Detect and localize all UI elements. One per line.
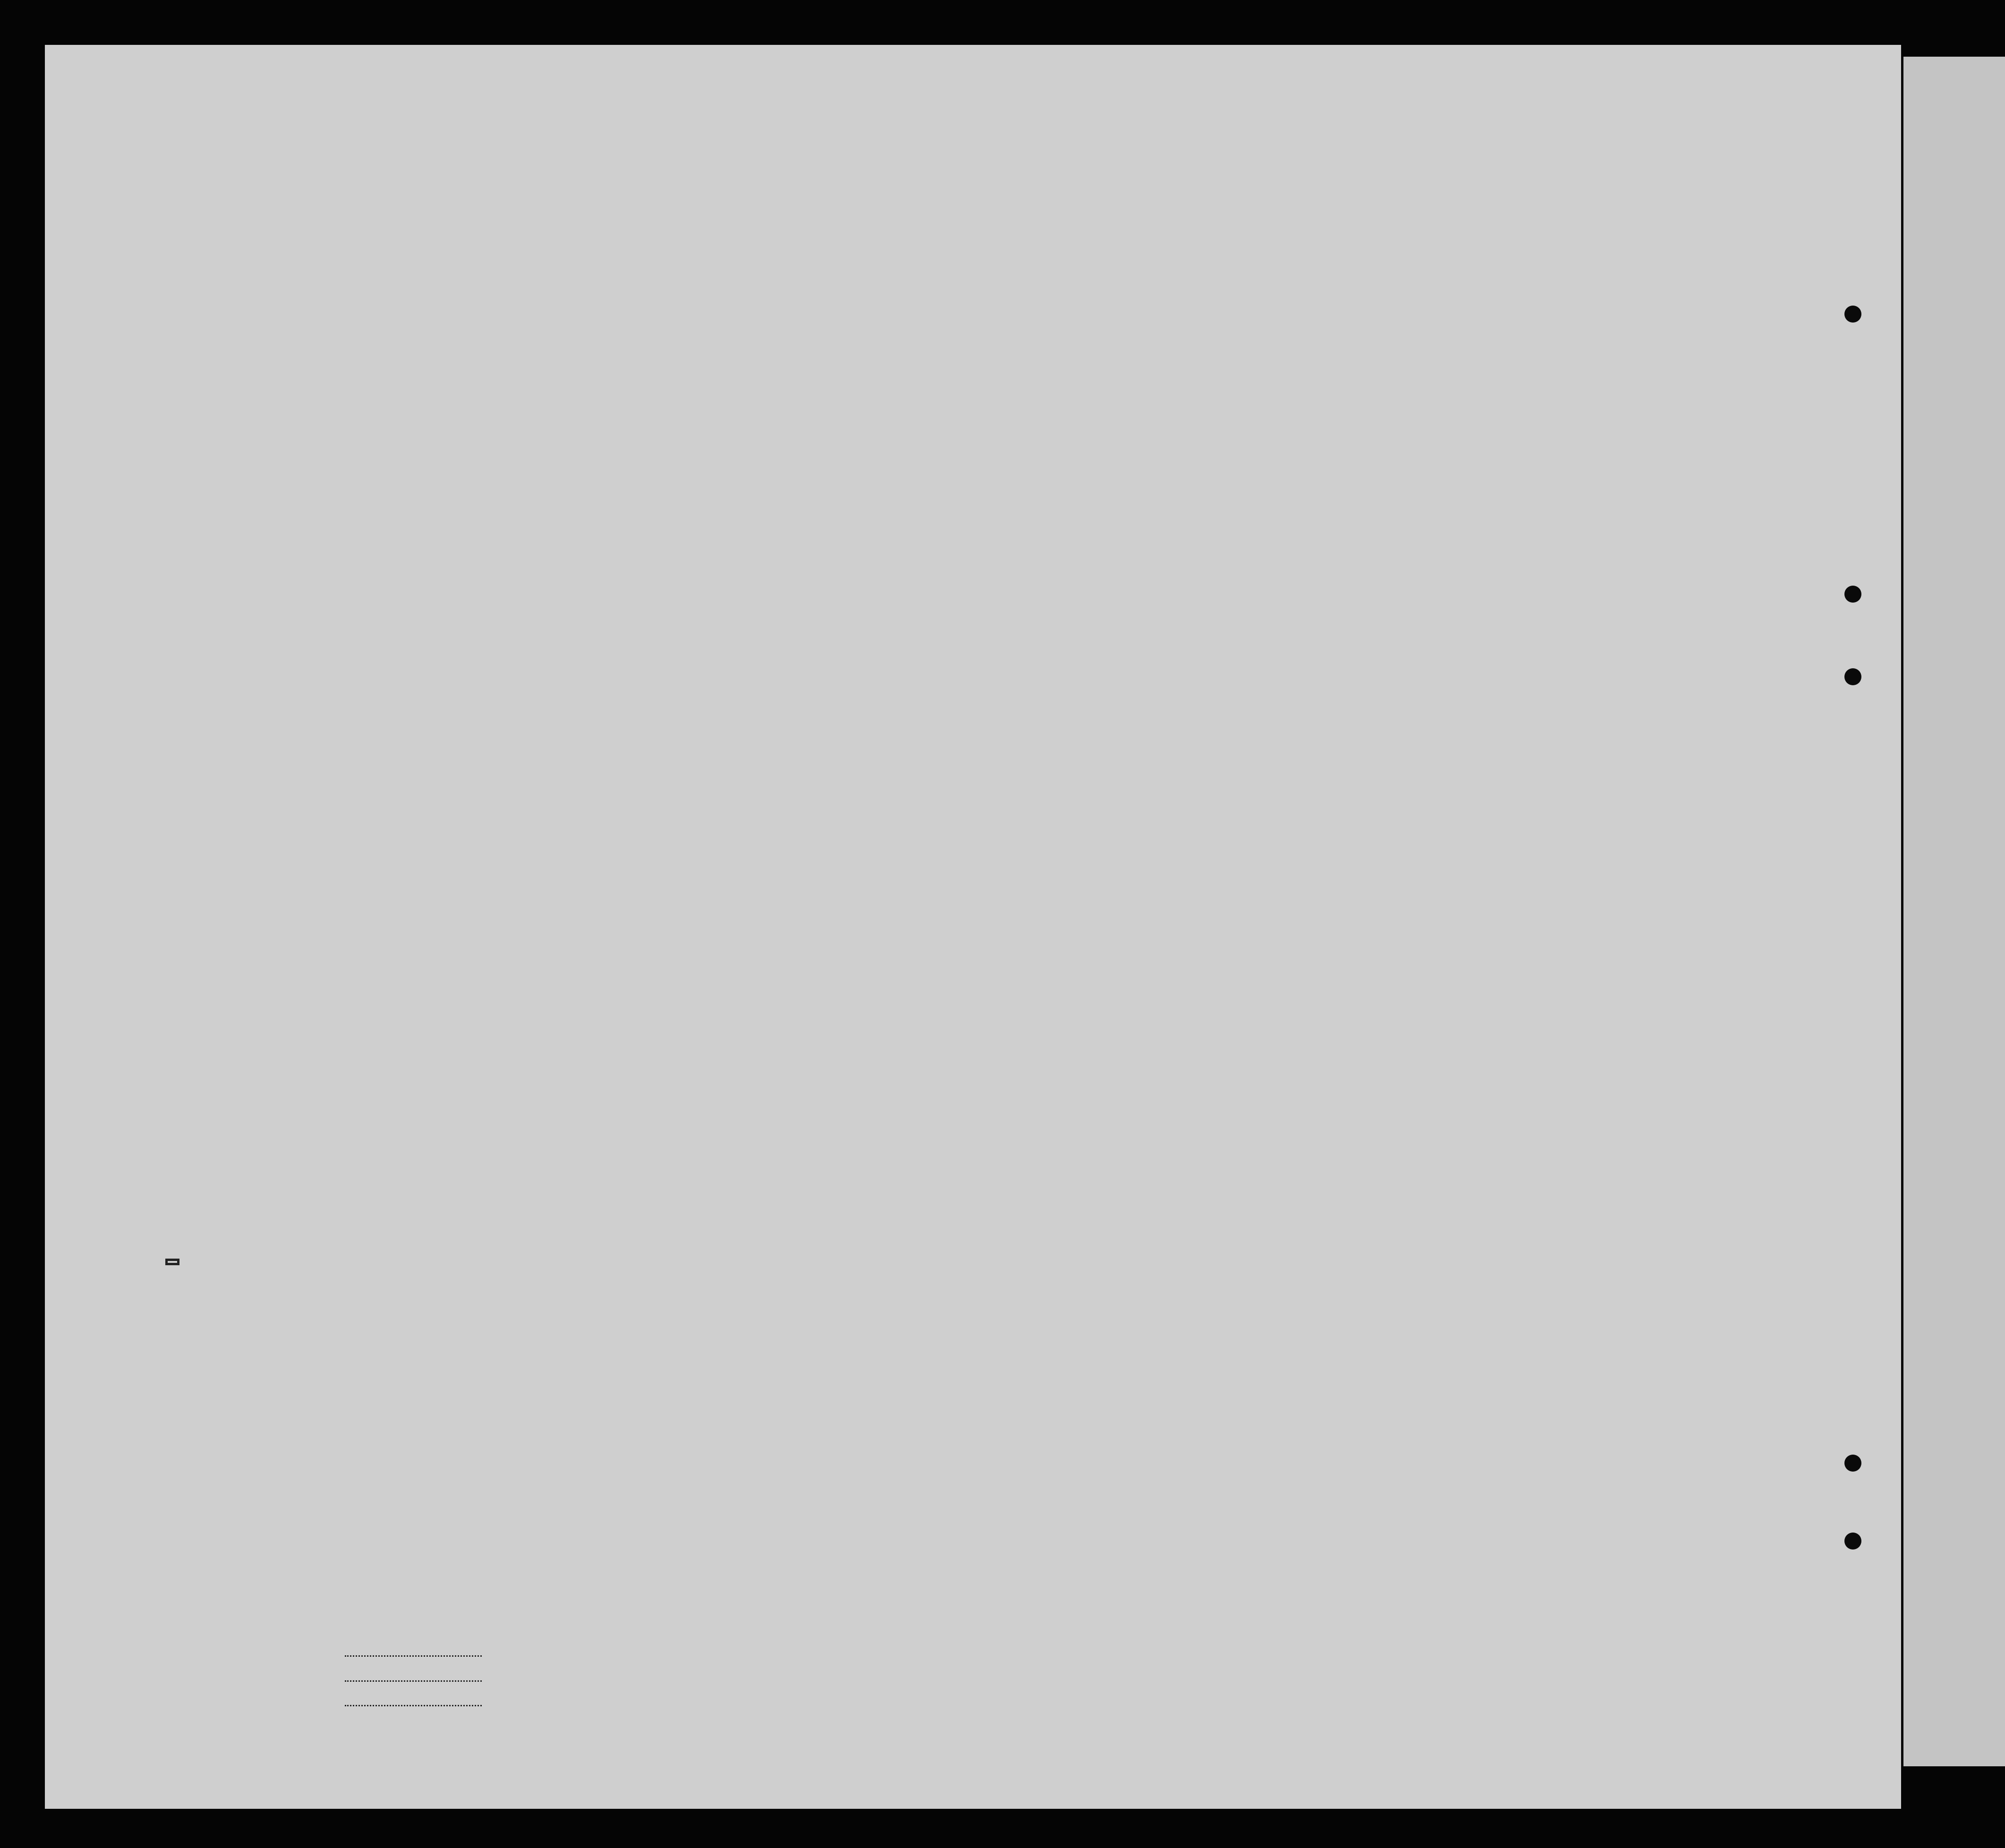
totals-dots [345, 1680, 482, 1682]
punch-hole [1844, 1533, 1861, 1550]
totals-dots [345, 1655, 482, 1657]
punch-hole [1844, 306, 1861, 323]
punch-hole [1844, 1455, 1861, 1472]
totals-dots [345, 1705, 482, 1706]
punch-hole [1844, 668, 1861, 685]
usc-stamp [165, 1259, 179, 1265]
punch-hole [1844, 586, 1861, 603]
